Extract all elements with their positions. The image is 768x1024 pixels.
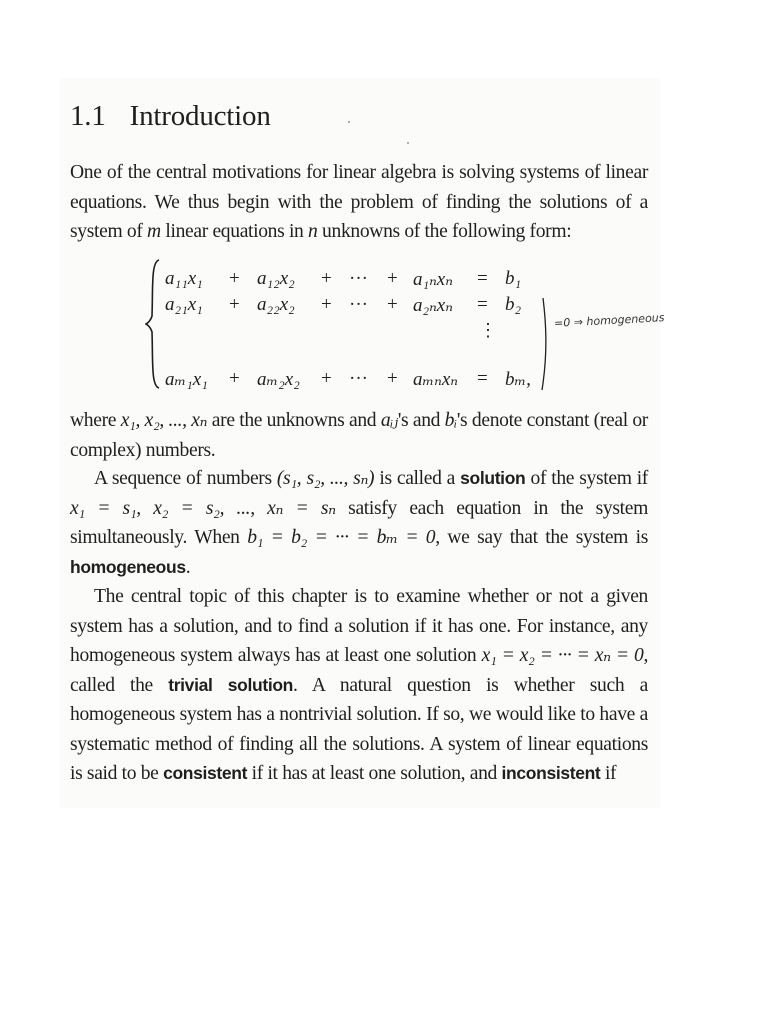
plus-sign: +	[229, 368, 240, 389]
term-1: a₂₁x₁	[165, 294, 203, 315]
paragraph-text: linear equations in	[160, 221, 309, 242]
paragraph-text: , we say that the system is	[435, 527, 648, 548]
math-assignment: x₁ = s₁, x₂ = s₂, ..., xₙ = sₙ	[70, 497, 336, 519]
term-2: a₁₂x₂	[257, 268, 295, 289]
section-number: 1.1	[70, 100, 106, 132]
plus-sign: +	[387, 368, 398, 389]
math-aij: aᵢⱼ	[380, 410, 398, 431]
plus-sign: +	[229, 268, 240, 289]
term-n: aₘₙxₙ	[413, 369, 458, 390]
paragraph-text: is called a	[374, 468, 461, 489]
paragraph-unknowns	[70, 406, 648, 465]
plus-sign: +	[387, 294, 398, 315]
term-n: a₁ₙxₙ	[413, 269, 453, 290]
scan-speck	[407, 142, 409, 144]
paragraph-text: One of the central motivations for linear algebra is solving systems of linear equations. We thus begin with the problem of finding the solutions of a system of	[70, 162, 648, 242]
math-trivial-equation: x₁ = x₂ = ··· = xₙ = 0	[481, 645, 644, 666]
paragraph-motivation	[70, 158, 648, 247]
math-n: n	[308, 221, 318, 242]
math-bi: bᵢ	[444, 410, 457, 431]
plus-sign: +	[321, 294, 332, 315]
rhs-value: bₘ,	[505, 369, 531, 390]
paragraph-text: A sequence of numbers	[94, 468, 277, 489]
handwritten-annotation	[538, 292, 665, 402]
term-trivial-solution: trivial solution	[168, 674, 294, 695]
annotation-text: =0 ⇒ homogeneous	[553, 311, 665, 330]
plus-sign: +	[229, 294, 240, 315]
section-heading	[70, 100, 271, 133]
handwritten-bracket-icon	[538, 292, 658, 402]
term-solution: solution	[460, 468, 526, 488]
paragraph-text: where	[70, 410, 121, 431]
equals-sign: =	[477, 268, 488, 289]
paragraph-text: satisfy each equation in the system simultaneously. When	[70, 497, 648, 548]
rhs-value: b₂	[505, 294, 522, 315]
plus-sign: +	[387, 268, 398, 289]
paragraph-text: 's and	[397, 410, 445, 431]
ellipsis: ···	[349, 368, 368, 389]
paragraph-text: , called the	[70, 645, 648, 696]
plus-sign: +	[321, 368, 332, 389]
math-m: m	[147, 221, 161, 242]
term-1: aₘ₁x₁	[165, 369, 208, 390]
math-homogeneous-condition: b₁ = b₂ = ··· = bₘ = 0	[247, 527, 436, 548]
term-2: aₘ₂x₂	[257, 369, 300, 390]
term-homogeneous: homogeneous	[70, 556, 186, 577]
equals-sign: =	[477, 294, 488, 315]
paragraph-central-topic	[70, 582, 648, 789]
term-2: a₂₂x₂	[257, 294, 295, 315]
left-brace-icon	[145, 258, 163, 390]
math-unknowns: x₁, x₂, ..., xₙ	[120, 410, 208, 431]
paragraph-text: if	[600, 763, 617, 784]
term-n: a₂ₙxₙ	[413, 295, 453, 316]
term-inconsistent: inconsistent	[501, 763, 601, 783]
term-1: a₁₁x₁	[165, 268, 203, 289]
rhs-value: b₁	[505, 268, 522, 289]
paragraph-text: The central topic of this chapter is to examine whether or not a given system has a solution, and to find a solution if it has one. For instance, any homogeneous system always has at least one solution	[70, 586, 648, 666]
math-sequence: (s₁, s₂, ..., sₙ)	[276, 468, 375, 489]
vertical-ellipsis: ⋮	[479, 320, 497, 340]
paragraph-text: if it has at least one solution, and	[247, 763, 502, 784]
plus-sign: +	[321, 268, 332, 289]
paragraph-text: of the system if	[525, 468, 648, 489]
ellipsis: ···	[349, 268, 368, 289]
paragraph-text: unknowns of the following form:	[317, 221, 572, 242]
linear-system-display	[145, 258, 565, 394]
paragraph-text: .	[185, 556, 191, 578]
paragraph-text: are the unknowns and	[207, 410, 381, 431]
scan-speck	[348, 121, 350, 123]
term-consistent: consistent	[163, 763, 248, 783]
paragraph-text: . A natural question is whether such a homogeneous system has a nontrivial solution. If so, we would like to have a systematic method of finding all the solutions. A system of linear equations is said to be	[70, 674, 648, 784]
paragraph-text: 's denote constant (real or complex) numbers.	[70, 410, 648, 461]
paragraph-solution-definition	[70, 464, 648, 582]
ellipsis: ···	[349, 294, 368, 315]
equals-sign: =	[477, 368, 488, 389]
section-title: Introduction	[129, 100, 271, 132]
